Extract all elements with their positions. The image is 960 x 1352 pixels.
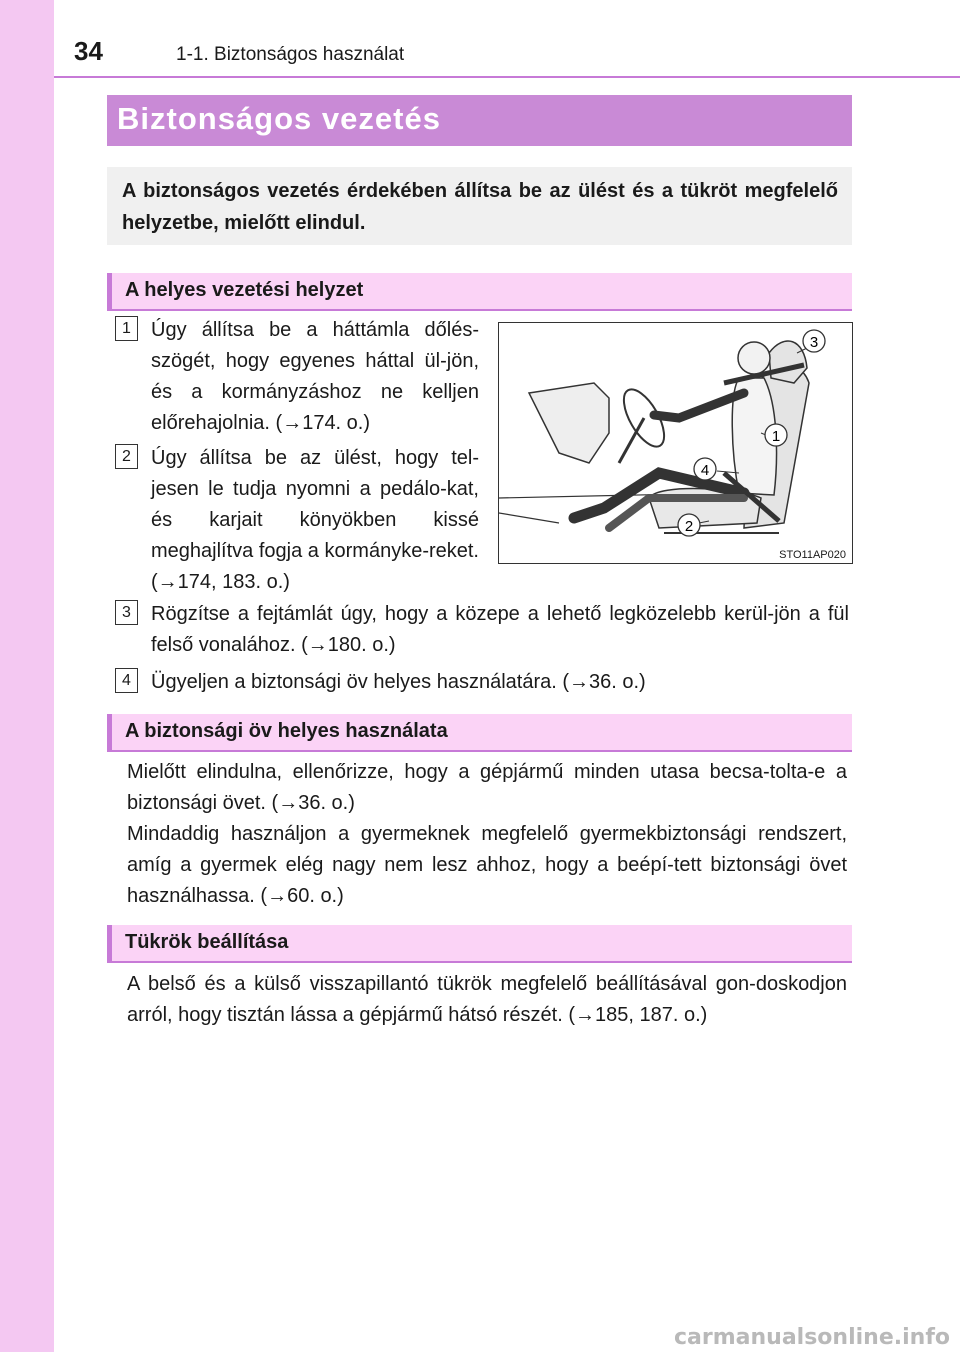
section-heading-mirrors <box>107 925 852 963</box>
svg-text:2: 2 <box>684 518 694 535</box>
item-text-1: Úgy állítsa be a háttámla dőlés-szögét, hogy egyenes háttal ül-jön, és a kormányzáshoz ne kelljen előrehajolnia. (→174. o.) <box>151 319 479 434</box>
svg-text:3: 3 <box>809 334 819 351</box>
seatbelt-paragraph-1: Mielőtt elindulna, ellenőrizze, hogy a gépjármű minden utasa becsa-tolta-e a biztonsági övet. (→36. o.) <box>127 761 847 814</box>
driver-seat-drawing <box>499 323 852 563</box>
svg-text:1: 1 <box>771 428 781 445</box>
section-heading-driving-position <box>107 273 852 311</box>
item-text-4: Ügyeljen a biztonsági öv helyes használatára. (→36. o.) <box>151 671 646 693</box>
intro-text: A biztonságos vezetés érdekében állítsa be az ülést és a tükröt megfelelő helyzetbe, mielőtt elindul. <box>122 180 838 234</box>
item-number-4: 4 <box>115 668 138 693</box>
header-rule <box>54 76 960 78</box>
section-heading-seatbelt <box>107 714 852 752</box>
running-head: 1-1. Biztonságos használat <box>176 44 405 65</box>
item-number-1: 1 <box>115 316 138 341</box>
watermark: carmanualsonline.info <box>674 1325 950 1350</box>
page-number: 34 <box>74 36 103 66</box>
item-text-3: Rögzítse a fejtámlát úgy, hogy a közepe a lehető legközelebb kerül-jön a fül felső vonalához. (→180. o.) <box>151 603 849 656</box>
figure-code: STO11AP020 <box>779 549 846 561</box>
svg-text:4: 4 <box>700 462 710 479</box>
title-banner <box>107 95 852 146</box>
mirrors-paragraph: A belső és a külső visszapillantó tükrök megfelelő beállításával gon-doskodjon arról, hogy tisztán lássa a gépjármű hátsó részét. (→185, 187. o.) <box>127 973 847 1026</box>
section-heading-label: A biztonsági öv helyes használata <box>125 720 448 742</box>
callout-4 <box>694 458 739 480</box>
item-number-2: 2 <box>115 444 138 469</box>
item-number-3: 3 <box>115 600 138 625</box>
section-heading-label: Tükrök beállítása <box>125 931 289 953</box>
page-title: Biztonságos vezetés <box>117 101 441 136</box>
item-text-2: Úgy állítsa be az ülést, hogy tel-jesen le tudja nyomni a pedálo-kat, és karjait könyökben kissé meghajlítva fogja a kormányke-reket. (→174, 183. o.) <box>151 447 479 593</box>
section-heading-label: A helyes vezetési helyzet <box>125 279 364 301</box>
driving-position-illustration <box>498 322 853 564</box>
seatbelt-paragraph-2: Mindaddig használjon a gyermeknek megfelelő gyermekbiztonsági rendszert, amíg a gyermek elég nagy nem lesz ahhoz, hogy a beépí-tett biztonsági övet használhassa. (→60. o.) <box>127 823 847 907</box>
intro-box <box>107 167 852 245</box>
side-color-strip <box>0 0 54 1352</box>
